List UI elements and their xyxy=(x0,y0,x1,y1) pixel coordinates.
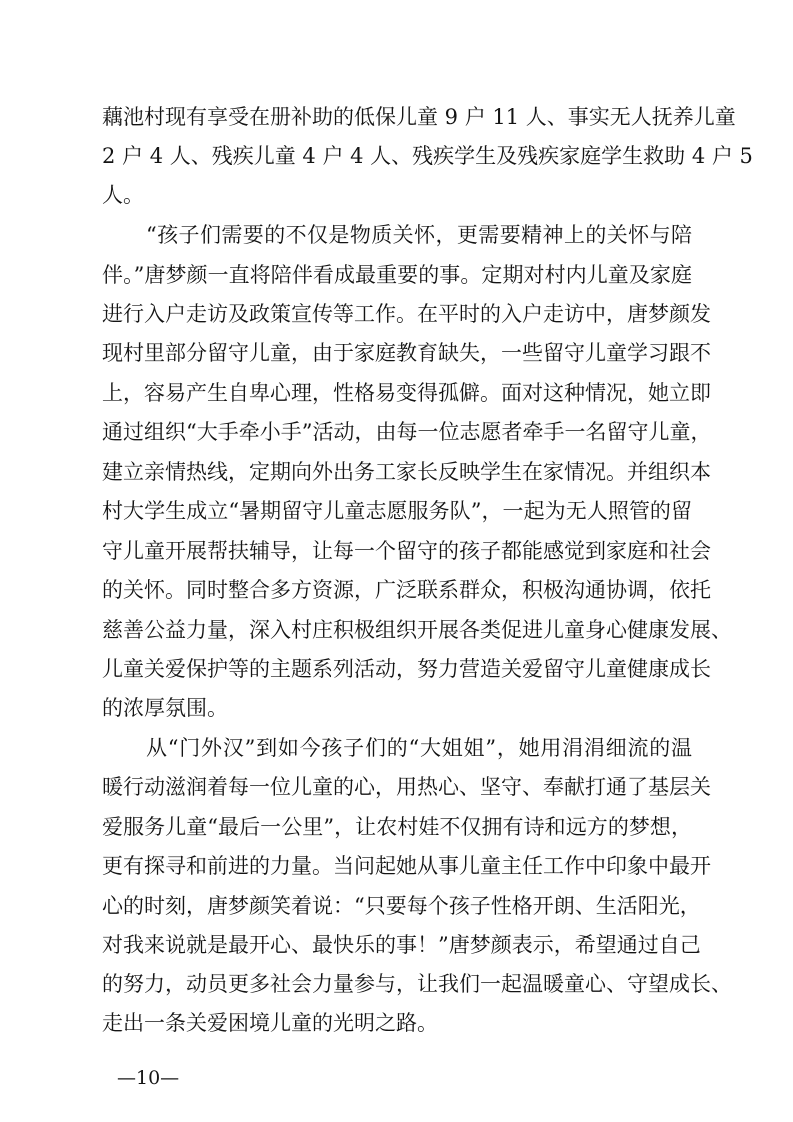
text-line: 的努力，动员更多社会力量参与，让我们一起温暖童心、守望成长、 xyxy=(102,972,732,996)
text-line: 的关怀。同时整合多方资源，广泛联系群众，积极沟通协调，依托 xyxy=(102,578,711,602)
text-line: 通过组织“大手牵小手”活动，由每一位志愿者牵手一名留守儿童， xyxy=(102,420,712,444)
page-number: —10— xyxy=(117,1067,180,1089)
text-line: 对我来说就是最开心、最快乐的事！”唐梦颜表示，希望通过自己 xyxy=(102,933,701,957)
text-line: 上，容易产生自卑心理，性格易变得孤僻。面对这种情况，她立即 xyxy=(102,381,711,405)
text-line: 2 户 4 人、残疾儿童 4 户 4 人、残疾学生及残疾家庭学生救助 4 户 5 xyxy=(102,144,753,168)
text-line: “孩子们需要的不仅是物质关怀，更需要精神上的关怀与陪 xyxy=(146,223,692,247)
text-line: 建立亲情热线，定期向外出务工家长反映学生在家情况。并组织本 xyxy=(102,460,711,484)
text-line: 村大学生成立“暑期留守儿童志愿服务队”，一起为无人照管的留 xyxy=(102,499,692,523)
text-line: 现村里部分留守儿童，由于家庭教育缺失，一些留守儿童学习跟不 xyxy=(102,341,711,365)
text-line: 更有探寻和前进的力量。当问起她从事儿童主任工作中印象中最开 xyxy=(102,854,711,878)
text-line: 的浓厚氛围。 xyxy=(102,696,228,720)
text-line: 儿童关爱保护等的主题系列活动，努力营造关爱留守儿童健康成长 xyxy=(102,657,711,681)
text-line: 爱服务儿童“最后一公里”，让农村娃不仅拥有诗和远方的梦想， xyxy=(102,815,692,839)
text-line: 伴。”唐梦颜一直将陪伴看成最重要的事。定期对村内儿童及家庭 xyxy=(102,263,692,287)
text-line: 慈善公益力量，深入村庄积极组织开展各类促进儿童身心健康发展、 xyxy=(102,618,732,642)
text-line: 从“门外汉”到如今孩子们的“大姐姐”，她用涓涓细流的温 xyxy=(146,736,692,760)
text-line: 进行入户走访及政策宣传等工作。在平时的入户走访中，唐梦颜发 xyxy=(102,302,711,326)
text-line: 人。 xyxy=(102,183,144,207)
text-line: 心的时刻，唐梦颜笑着说：“只要每个孩子性格开朗、生活阳光， xyxy=(102,894,701,918)
text-line: 守儿童开展帮扶辅导，让每一个留守的孩子都能感觉到家庭和社会 xyxy=(102,539,711,563)
text-line: 走出一条关爱困境儿童的光明之路。 xyxy=(102,1011,438,1035)
text-line: 暖行动滋润着每一位儿童的心，用热心、坚守、奉献打通了基层关 xyxy=(102,775,711,799)
text-line: 藕池村现有享受在册补助的低保儿童 9 户 11 人、事实无人抚养儿童 xyxy=(102,105,736,129)
